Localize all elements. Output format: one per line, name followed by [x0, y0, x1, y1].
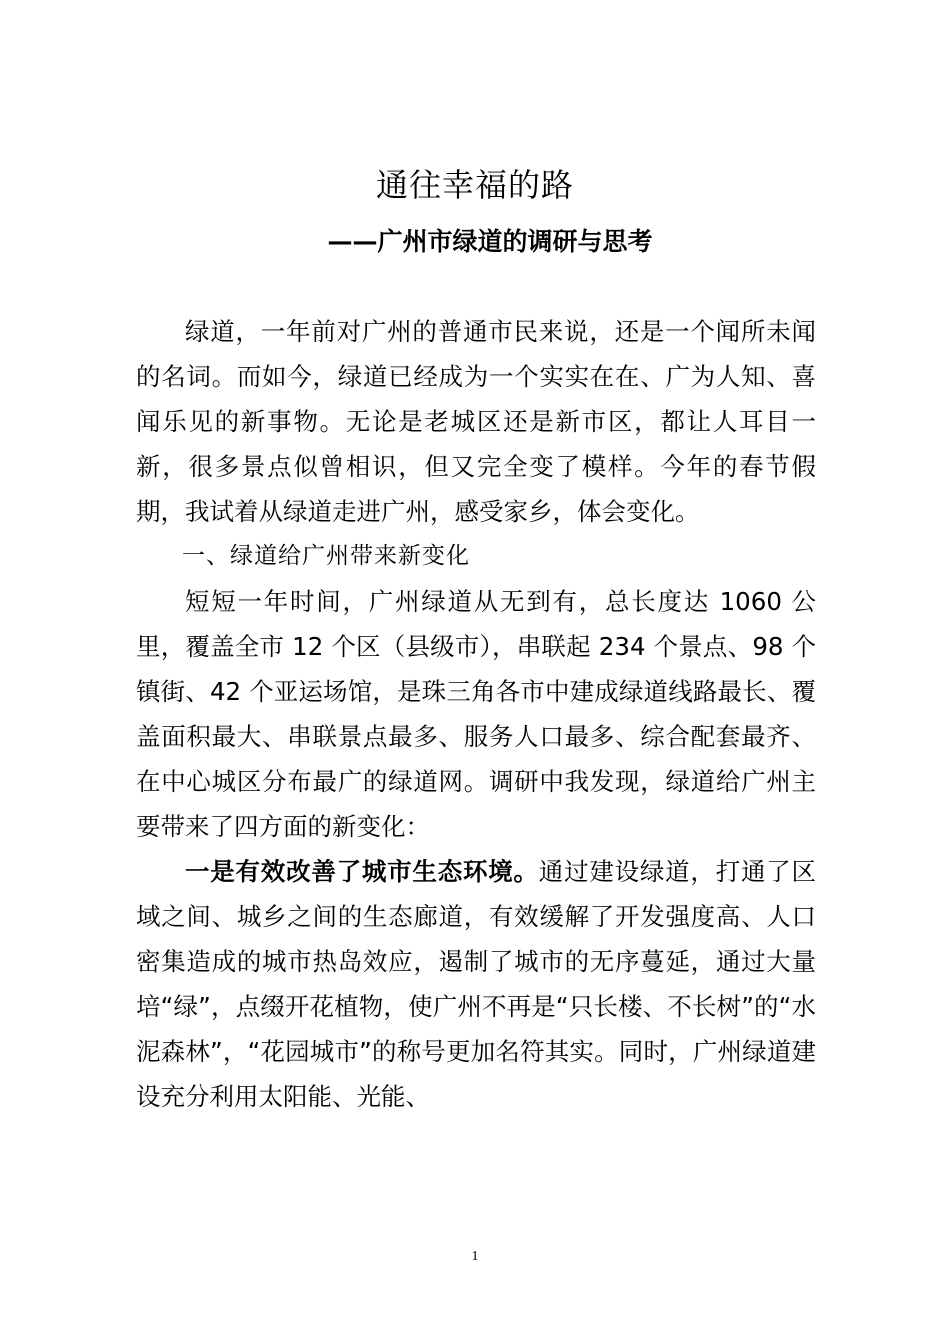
paragraph-ecology: [136, 849, 816, 1119]
document-title: 通往幸福的路: [375, 166, 574, 204]
paragraph-ecology-lead: 一是有效改善了城市生态环境。: [185, 857, 539, 886]
document-subtitle: ——广州市绿道的调研与思考: [327, 227, 653, 256]
paragraph-intro: 绿道，一年前对广州的普通市民来说，还是一个闻所未闻的名词。而如今，绿道已经成为一个实实在在、广为人知、喜闻乐见的新事物。无论是老城区还是新市区，都让人耳目一新，很多景点似曾相识，但又完全变了模样。今年的春节假期，我试着从绿道走进广州，感受家乡，体会变化。: [136, 317, 816, 526]
paragraph-ecology-text: 通过建设绿道，打通了区域之间、城乡之间的生态廊道，有效缓解了开发强度高、人口密集造成的城市热岛效应，遏制了城市的无序蔓延，通过大量培“绿”，点缀开花植物，使广州不再是“只长楼、不长树”的“水泥森林”，“花园城市”的称号更加名符其实。同时，广州绿道建设充分利用太阳能、光能、: [136, 857, 817, 1111]
section-heading: 一、绿道给广州带来新变化: [182, 543, 470, 569]
document-body: [136, 309, 816, 1119]
page-number: 1: [471, 1249, 479, 1264]
paragraph-overview: 短短一年时间，广州绿道从无到有，总长度达 1060 公里，覆盖全市 12 个区（县级市），串联起 234 个景点、98 个镇街、42 个亚运场馆，是珠三角各市中建成绿道线路最长、覆盖面积最大、串联景点最多、服务人口最多、综合配套最齐、在中心城区分布最广的绿道网。调研中我发现，绿道给广州主要带来了四方面的新变化：: [136, 587, 816, 841]
